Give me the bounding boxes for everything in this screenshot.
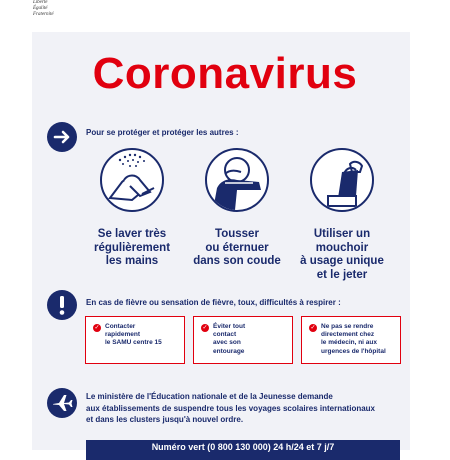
fever-heading: En cas de fièvre ou sensation de fièvre, toux, difficultés à respirer : bbox=[86, 298, 341, 307]
motto-egalite: Égalité bbox=[33, 6, 48, 11]
caption-cough-elbow bbox=[182, 228, 292, 269]
advice-line: le SAMU centre 15 bbox=[105, 339, 162, 347]
advice-line: urgences de l'hôpital bbox=[321, 347, 386, 355]
advice-line: contact bbox=[213, 331, 237, 339]
check-icon: ✓ bbox=[94, 325, 100, 331]
motto-fraternite: Fraternité bbox=[33, 12, 54, 17]
protection-intro: Pour se protéger et protéger les autres : bbox=[86, 128, 239, 137]
caption-line: Tousser bbox=[215, 228, 259, 240]
advice-text bbox=[213, 323, 288, 356]
republic-motto bbox=[33, 0, 54, 18]
advice-line: Éviter tout bbox=[213, 323, 246, 330]
ministry-line: et dans les clusters jusqu'à nouvel ordre. bbox=[86, 415, 244, 424]
exclamation-icon bbox=[47, 290, 77, 320]
hotline-banner: Numéro vert (0 800 130 000) 24 h/24 et 7 j/7 bbox=[86, 440, 400, 460]
advice-line: rapidement bbox=[105, 331, 141, 339]
caption-line: ou éternuer bbox=[205, 241, 269, 254]
ministry-line: aux établissements de suspendre tous les voyages scolaires internationaux bbox=[86, 403, 375, 413]
caption-line: les mains bbox=[105, 255, 159, 267]
caption-line: Utiliser un bbox=[313, 228, 371, 240]
caption-line: mouchoir bbox=[315, 241, 369, 254]
ministry-line: Le ministère de l'Éducation nationale et de la Jeunesse demande bbox=[86, 392, 333, 401]
caption-line: Se laver très bbox=[97, 228, 167, 240]
advice-box-avoid-contact bbox=[193, 316, 293, 364]
advice-line: le médecin, ni aux bbox=[321, 339, 377, 347]
cough-elbow-icon bbox=[205, 148, 269, 212]
caption-line: à usage unique bbox=[300, 255, 384, 267]
advice-line: Ne pas se rendre bbox=[321, 323, 374, 330]
motto-liberte: Liberté bbox=[33, 0, 48, 5]
advice-line: entourage bbox=[213, 347, 245, 355]
advice-box-no-doctor bbox=[301, 316, 401, 364]
advice-text bbox=[105, 323, 180, 348]
airplane-icon bbox=[47, 388, 77, 418]
caption-wash-hands bbox=[77, 228, 187, 269]
check-icon: ✓ bbox=[202, 325, 208, 331]
check-icon: ✓ bbox=[310, 325, 316, 331]
advice-line: avec son bbox=[213, 339, 241, 347]
ministry-notice bbox=[86, 391, 406, 426]
arrow-right-icon bbox=[47, 122, 77, 152]
advice-box-samu bbox=[85, 316, 185, 364]
advice-text bbox=[321, 323, 396, 356]
caption-line: dans son coude bbox=[193, 255, 281, 267]
caption-line: et le jeter bbox=[316, 268, 368, 281]
caption-tissue bbox=[287, 228, 397, 282]
caption-line: régulièrement bbox=[93, 241, 171, 254]
tissue-icon bbox=[310, 148, 374, 212]
advice-line: directement chez bbox=[321, 331, 375, 339]
poster-title: Coronavirus bbox=[92, 49, 358, 98]
advice-line: Contacter bbox=[105, 323, 136, 330]
hand-washing-icon bbox=[100, 148, 164, 212]
